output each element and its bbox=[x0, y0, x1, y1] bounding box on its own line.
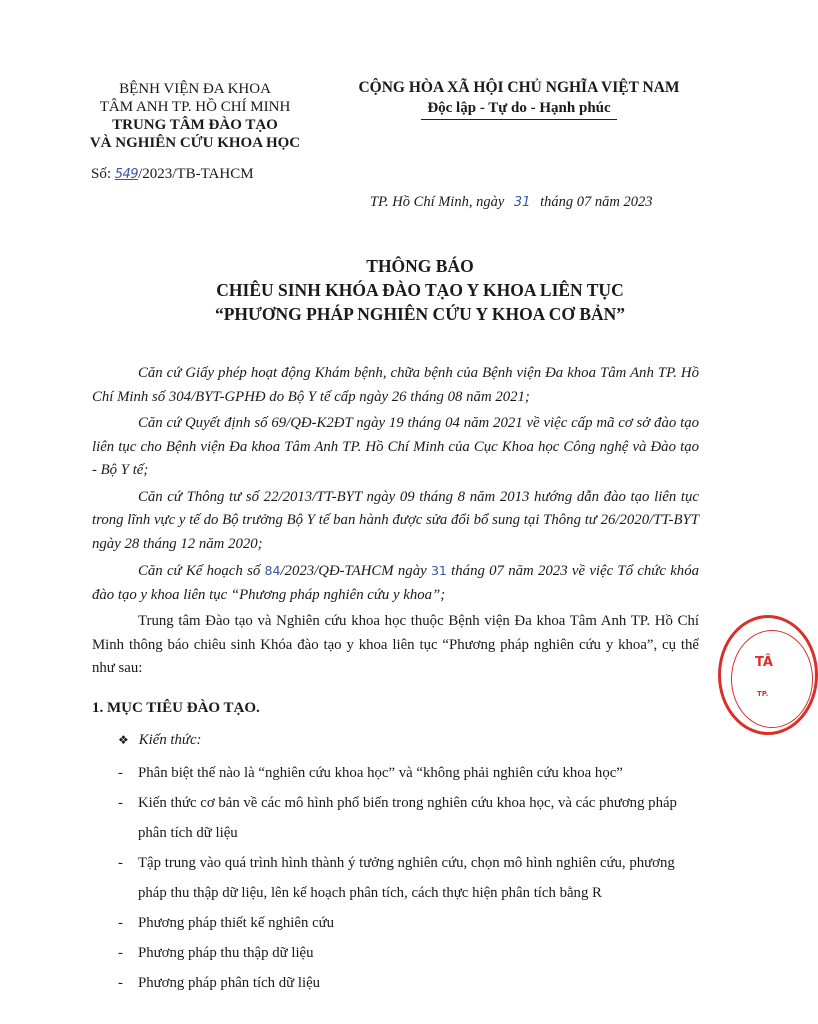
p4-part-a: Căn cứ Kế hoạch số bbox=[138, 563, 261, 579]
company-seal bbox=[718, 615, 818, 735]
dash-bullet-icon: - bbox=[118, 975, 123, 991]
day-handwritten: 31 bbox=[513, 195, 531, 210]
nation-line-1: CỘNG HÒA XÃ HỘI CHỦ NGHĨA VIỆT NAM bbox=[358, 79, 680, 96]
dash-bullet-icon: - bbox=[118, 795, 123, 811]
p4-handwritten-day: 31 bbox=[430, 563, 447, 578]
seal-center-text: TÂ bbox=[755, 655, 773, 670]
org-line-3: TRUNG TÂM ĐÀO TẠO bbox=[112, 117, 278, 133]
motto-underline bbox=[421, 119, 617, 120]
document-number bbox=[91, 166, 254, 183]
legal-basis-1: Căn cứ Giấy phép hoạt động Khám bệnh, chữa bệnh của Bệnh viện Đa khoa Tâm Anh TP. Hồ Chí Minh số 304/BYT-GPHĐ do Bộ Y tế cấp ngày 26 tháng 08 năm 2021; bbox=[92, 365, 699, 405]
doc-no-prefix: Số: bbox=[91, 166, 112, 182]
list-item bbox=[118, 788, 698, 848]
p4-part-c: tháng 07 năm 2023 về việc Tổ chức khóa đào tạo y khoa liên tục “Phương pháp nghiên cứu y khoa”; bbox=[92, 563, 699, 603]
doc-no-handwritten: 549 bbox=[114, 167, 139, 182]
nation-line-2: Độc lập - Tự do - Hạnh phúc bbox=[427, 100, 611, 116]
legal-basis-2: Căn cứ Quyết định số 69/QĐ-K2ĐT ngày 19 tháng 04 năm 2021 về việc cấp mã cơ sở đào tạo liên tục cho Bệnh viện Đa khoa Tâm Anh TP. Hồ Chí Minh của Cục Khoa học Công nghệ và Đào tạo - Bộ Y tế; bbox=[92, 415, 699, 478]
p4-part-b: /2023/QĐ-TAHCM ngày bbox=[280, 563, 427, 579]
seal-small-text: TP. bbox=[757, 690, 769, 698]
dash-bullet-icon: - bbox=[118, 945, 123, 961]
place-date-prefix: TP. Hồ Chí Minh, ngày bbox=[370, 194, 505, 210]
dash-bullet-icon: - bbox=[118, 915, 123, 931]
list-item bbox=[118, 848, 698, 908]
document-body bbox=[92, 362, 699, 684]
place-date-suffix: tháng 07 năm 2023 bbox=[540, 194, 653, 210]
org-line-1: BỆNH VIỆN ĐA KHOA bbox=[119, 81, 271, 97]
diamond-bullet-icon: ❖ bbox=[118, 733, 129, 747]
list-item bbox=[118, 968, 698, 998]
list-item bbox=[118, 758, 698, 788]
org-line-4: VÀ NGHIÊN CỨU KHOA HỌC bbox=[89, 135, 301, 151]
title-line-1: THÔNG BÁO bbox=[366, 256, 474, 276]
issuing-organization bbox=[70, 80, 320, 152]
legal-basis-3: Căn cứ Thông tư số 22/2013/TT-BYT ngày 09 tháng 8 năm 2013 hướng dẫn đào tạo liên tục trong lĩnh vực y tế do Bộ trưởng Bộ Y tế ban hành được sửa đổi bổ sung tại Thông tư 26/2020/TT-BYT ngày 28 tháng 12 năm 2020; bbox=[92, 488, 699, 552]
title-line-2: CHIÊU SINH KHÓA ĐÀO TẠO Y KHOA LIÊN TỤC bbox=[216, 280, 624, 300]
list-item-text: Kiến thức cơ bản về các mô hình phổ biến trong nghiên cứu khoa học, và các phương pháp phân tích dữ liệu bbox=[138, 795, 677, 841]
section-heading: 1. MỤC TIÊU ĐÀO TẠO. bbox=[92, 700, 260, 716]
national-motto bbox=[330, 78, 708, 120]
document-title bbox=[60, 254, 780, 326]
list-item-text: Phương pháp thu thập dữ liệu bbox=[138, 945, 314, 961]
list-item bbox=[118, 938, 698, 968]
list-item bbox=[118, 908, 698, 938]
announcement-paragraph: Trung tâm Đào tạo và Nghiên cứu khoa học thuộc Bệnh viện Đa khoa Tâm Anh TP. Hồ Chí Minh thông báo chiêu sinh Khóa đào tạo y khoa liên tục “Phương pháp nghiên cứu y khoa”, cụ thể như sau: bbox=[92, 613, 699, 676]
list-item-text: Phương pháp phân tích dữ liệu bbox=[138, 975, 321, 991]
list-item-text: Tập trung vào quá trình hình thành ý tưởng nghiên cứu, chọn mô hình nghiên cứu, phương pháp thu thập dữ liệu, lên kế hoạch phân tích, cách thực hiện phân tích bằng R bbox=[138, 855, 675, 901]
seal-inner-ring bbox=[731, 630, 813, 728]
doc-no-suffix: /2023/TB-TAHCM bbox=[138, 166, 254, 182]
objectives-list bbox=[118, 758, 698, 998]
sub-heading-label: Kiến thức: bbox=[138, 732, 202, 748]
list-item-text: Phương pháp thiết kế nghiên cứu bbox=[138, 915, 335, 931]
dash-bullet-icon: - bbox=[118, 765, 123, 781]
dash-bullet-icon: - bbox=[118, 855, 123, 871]
list-item-text: Phân biệt thế nào là “nghiên cứu khoa học” và “không phải nghiên cứu khoa học” bbox=[138, 765, 623, 781]
title-line-3: “PHƯƠNG PHÁP NGHIÊN CỨU Y KHOA CƠ BẢN” bbox=[214, 304, 626, 324]
place-and-date bbox=[370, 194, 652, 211]
legal-basis-4 bbox=[92, 559, 699, 607]
org-line-2: TÂM ANH TP. HỒ CHÍ MINH bbox=[99, 99, 291, 115]
p4-handwritten-number: 84 bbox=[264, 563, 281, 578]
sub-heading bbox=[118, 732, 202, 749]
